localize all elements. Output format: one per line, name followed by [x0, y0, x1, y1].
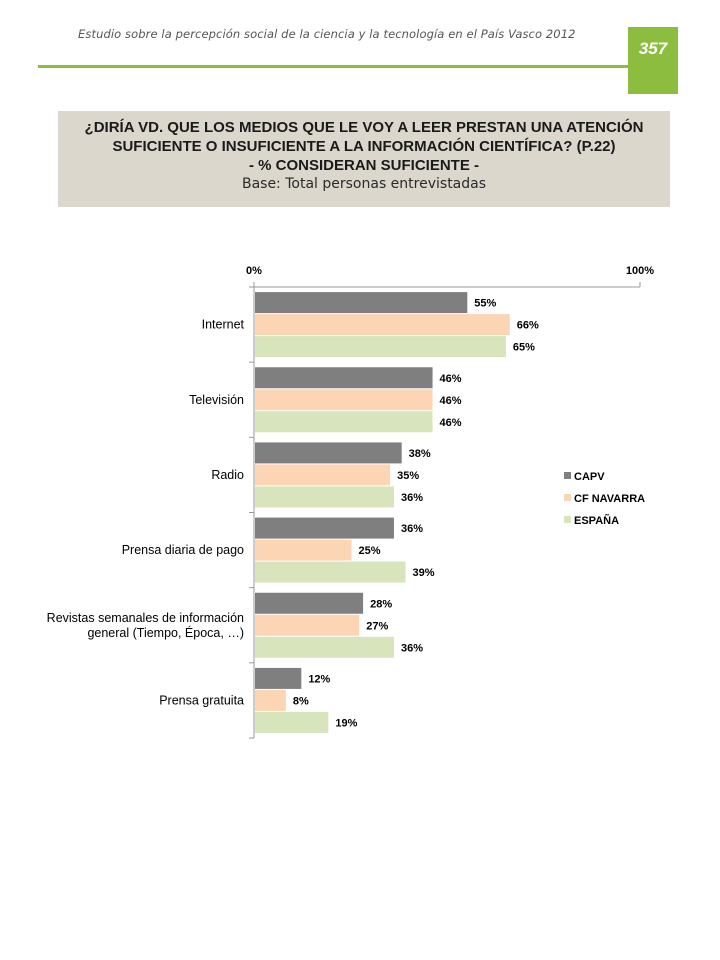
category-label — [122, 543, 244, 557]
data-label: 19% — [335, 717, 358, 730]
legend-label: ESPAÑA — [574, 515, 620, 527]
bar-4-0 — [255, 593, 363, 614]
page-number-badge: 357 — [628, 27, 678, 94]
category-label — [47, 611, 244, 640]
bar-0-1 — [255, 314, 510, 335]
bar-1-1 — [255, 389, 433, 410]
question-title-line-2: SUFICIENTE O INSUFICIENTE A LA INFORMACIÓN CIENTÍFICA? (P.22) — [112, 138, 616, 155]
bar-1-2 — [255, 411, 433, 432]
running-header: Estudio sobre la percepción social de la ciencia y la tecnología en el País Vasco 2012 — [78, 27, 576, 41]
category-label — [189, 393, 244, 407]
category-label — [202, 318, 245, 332]
data-label: 38% — [408, 447, 431, 460]
category-label-line: Televisión — [189, 392, 244, 407]
category-label-line: Internet — [201, 317, 244, 332]
category-label-line: Radio — [211, 467, 244, 482]
bar-2-2 — [255, 486, 394, 507]
legend-label: CF NAVARRA — [574, 493, 646, 505]
bar-2-0 — [255, 442, 402, 463]
data-label: 55% — [474, 297, 497, 310]
data-label: 36% — [400, 523, 423, 536]
category-label — [211, 468, 244, 482]
bar-3-0 — [255, 518, 394, 539]
data-label: 36% — [400, 491, 423, 504]
legend-swatch — [564, 494, 571, 501]
legend-swatch — [564, 472, 571, 479]
data-label: 8% — [292, 695, 309, 708]
data-label: 46% — [439, 394, 462, 407]
x-tick-label: 100% — [625, 265, 655, 277]
data-label: 25% — [358, 545, 381, 558]
category-label-line: Prensa diaria de pago — [121, 543, 244, 558]
data-label: 36% — [400, 642, 423, 655]
bar-3-2 — [255, 562, 406, 583]
bar-2-1 — [255, 464, 390, 485]
question-base-line: Base: Total personas entrevistadas — [241, 176, 487, 192]
category-label — [159, 693, 244, 707]
data-label: 39% — [412, 567, 435, 580]
data-label: 46% — [439, 372, 462, 385]
bar-5-1 — [255, 690, 286, 711]
bar-3-1 — [255, 540, 352, 561]
data-label: 28% — [370, 598, 393, 611]
data-label: 27% — [366, 620, 389, 633]
bar-4-1 — [255, 615, 359, 636]
legend-label: CAPV — [574, 471, 605, 483]
data-label: 12% — [308, 673, 331, 686]
question-title-line-3: - % CONSIDERAN SUFICIENTE - — [248, 157, 479, 174]
bar-5-0 — [255, 668, 301, 689]
data-label: 46% — [439, 416, 462, 429]
legend-swatch — [564, 516, 571, 523]
category-label-line: Prensa gratuita — [159, 693, 244, 708]
bar-0-2 — [255, 336, 506, 357]
bar-5-2 — [255, 712, 328, 733]
data-label: 35% — [397, 469, 420, 482]
bar-4-2 — [255, 637, 394, 658]
bar-0-0 — [255, 292, 467, 313]
category-label-line: general (Tiempo, Época, …) — [87, 625, 244, 640]
bar-1-0 — [255, 367, 433, 388]
x-tick-label: 0% — [246, 265, 262, 277]
category-label-line: Revistas semanales de información — [46, 610, 244, 625]
data-label: 65% — [512, 341, 535, 354]
data-label: 66% — [516, 319, 539, 332]
question-title-line-1: ¿DIRÍA VD. QUE LOS MEDIOS QUE LE VOY A LEER PRESTAN UNA ATENCIÓN — [84, 119, 644, 136]
